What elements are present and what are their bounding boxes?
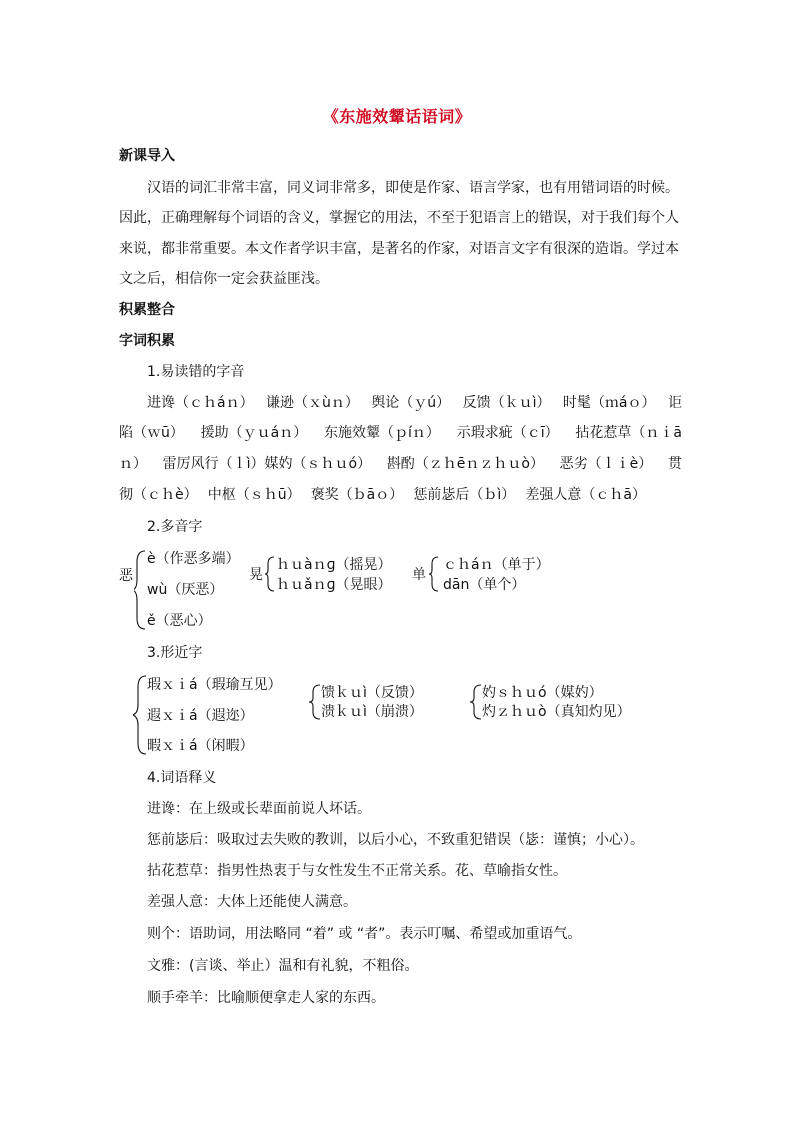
brace-icon <box>470 684 482 720</box>
pronunciation-row <box>119 485 646 505</box>
subsection-heading: 字词积累 <box>119 333 175 349</box>
similar-char-item: 遐ｘｉá（遐迩） <box>147 708 254 724</box>
similar-char-item: 暇ｘｉá（闲暇） <box>147 738 254 754</box>
definitions-heading: 4.词语释义 <box>147 770 217 786</box>
brace-icon <box>265 556 275 592</box>
brace-icon <box>429 556 439 592</box>
intro-line: 来说，都非常重要。本文作者学识丰富，是著名的作家，对语言文字有很深的造诣。学过本 <box>119 241 679 257</box>
brace-icon <box>309 684 321 720</box>
pronunciation-item: 援助（ｙｕáｎ） <box>200 425 308 441</box>
polyphone-reading: ｃｈáｎ（单于） <box>443 557 550 573</box>
intro-line: 文之后，相信你一定会获益匪浅。 <box>119 271 329 287</box>
pronunciation-item: 惩前毖后（ｂì） <box>413 487 516 503</box>
polyphone-heading: 2.多音字 <box>147 519 203 535</box>
pronunciation-item: 陷（ｗū） <box>119 425 184 441</box>
polyphone-reading: wù（厌恶） <box>147 582 224 598</box>
pronunciation-item: ｎ） <box>119 456 147 472</box>
section-heading: 积累整合 <box>119 302 175 318</box>
polyphone-reading: è（作恶多端） <box>147 551 240 567</box>
intro-line: 因此，正确理解每个词语的含义，掌握它的用法，不至于犯语言上的错误，对于我们每个人 <box>119 210 679 226</box>
polyphone-reading: ě（恶心） <box>147 613 212 629</box>
pronunciation-item: 示瑕求疵（ｃī） <box>456 425 559 441</box>
brace-icon <box>134 550 146 630</box>
similar-char-item: 灼ｚｈｕò（真知灼见） <box>482 704 631 720</box>
similar-char-item: 馈ｋｕì（反馈） <box>321 685 423 701</box>
pronunciation-item: 褒奖（ｂāｏ） <box>310 487 404 503</box>
document-title: 《东施效颦话语词》 <box>322 107 472 126</box>
pronunciation-item: 彻（ｃｈè） <box>119 487 198 503</box>
pronunciation-item: 斟酌（ｚｈēｎｚｈｕò） <box>386 456 544 472</box>
polyphone-char-dan: 单 <box>412 567 426 583</box>
pronunciation-item: 反馈（ｋｕì） <box>462 395 551 411</box>
pronunciation-row <box>119 423 682 443</box>
pronunciation-item: 拈花惹草（ｎｉā <box>575 425 682 441</box>
pronunciation-item: 谦逊（ｘùｎ） <box>266 395 359 411</box>
pronunciation-row <box>147 393 682 413</box>
pronunciation-item: 贯 <box>667 456 682 472</box>
definition-item: 文雅：(言谈、举止）温和有礼貌，不粗俗。 <box>147 958 419 974</box>
pronunciation-row <box>119 454 682 474</box>
pronunciation-item: 差强人意（ｃｈā） <box>525 487 646 503</box>
definition-item: 拈花惹草：指男性热衷于与女性发生不正常关系。花、草喻指女性。 <box>147 863 567 879</box>
brace-icon <box>133 675 147 755</box>
intro-heading: 新课导入 <box>119 148 175 164</box>
similar-char-item: 妁ｓｈｕó（媒妁） <box>482 685 603 701</box>
polyphone-char-e: 恶 <box>119 568 133 584</box>
definition-item: 进谗：在上级或长辈面前说人坏话。 <box>147 801 371 817</box>
pronunciation-item: 讵 <box>667 395 682 411</box>
similar-char-item: 瑕ｘｉá（瑕瑜互见） <box>147 677 282 693</box>
polyphone-reading: ｈｕǎｎɡ（晃眼） <box>276 577 392 593</box>
pronunciation-item: 东施效颦（ｐíｎ） <box>324 425 440 441</box>
definition-item: 惩前毖后：吸取过去失败的教训，以后小心，不致重犯错误（毖：谨慎；小心）。 <box>147 832 644 848</box>
pronunciation-item: 中枢（ｓｈū） <box>207 487 301 503</box>
pronunciation-item: 舆论（ｙú） <box>371 395 451 411</box>
polyphone-reading: ｈｕàｎɡ（摇晃） <box>276 557 392 573</box>
similar-chars-heading: 3.形近字 <box>147 645 203 661</box>
pronunciation-item: 时髦（ｍáｏ） <box>562 395 656 411</box>
definition-item: 则个：语助词，用法略同 “着” 或 “者”。表示叮嘱、希望或加重语气。 <box>147 926 582 942</box>
pronunciation-item: 雷厉风行（ｌì）媒妁（ｓｈｕó） <box>162 456 372 472</box>
pronunciation-heading: 1.易读错的字音 <box>147 364 245 380</box>
similar-char-item: 溃ｋｕì（崩溃） <box>321 704 423 720</box>
polyphone-char-huang: 晃 <box>249 567 263 583</box>
pronunciation-item: 恶劣（ｌｉè） <box>559 456 653 472</box>
definition-item: 顺手牵羊：比喻顺便拿走人家的东西。 <box>147 990 385 1006</box>
pronunciation-item: 进谗（ｃｈáｎ） <box>147 395 254 411</box>
polyphone-reading: dān（单个） <box>443 577 526 593</box>
definition-item: 差强人意：大体上还能使人满意。 <box>147 894 357 910</box>
intro-line: 汉语的词汇非常丰富，同义词非常多，即使是作家、语言学家，也有用错词语的时候。 <box>147 180 679 196</box>
